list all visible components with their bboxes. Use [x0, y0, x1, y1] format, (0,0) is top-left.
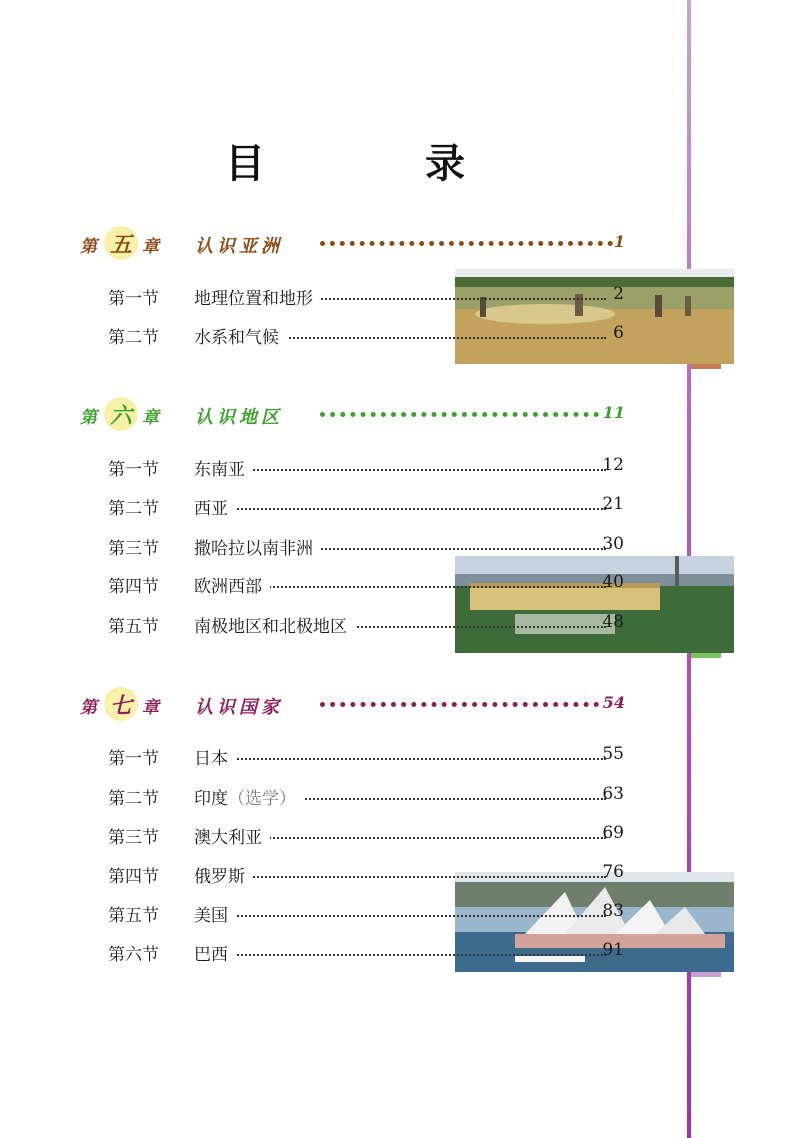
chapter-di: 第: [80, 237, 97, 257]
section-page: 48: [602, 612, 624, 632]
toc-entry[interactable]: [108, 534, 624, 558]
toc-entry[interactable]: [108, 455, 624, 479]
section-number: 第三节: [108, 828, 159, 848]
section-title: 巴西: [194, 940, 236, 965]
chapter-zhang: 章: [142, 237, 159, 257]
sidebar-tick-2: [691, 653, 721, 658]
chapter-number-badge: [104, 226, 138, 260]
chapter-leader-dots: [320, 241, 613, 246]
section-title: [194, 784, 304, 809]
sidebar-tick-3: [691, 972, 721, 977]
chapter-zhang: 章: [142, 698, 159, 718]
chapter-title: 认识地区: [195, 407, 283, 428]
toc-entry[interactable]: [108, 284, 624, 308]
toc-entry[interactable]: [108, 323, 624, 347]
section-number: 第一节: [108, 289, 159, 309]
chapter-di: 第: [80, 408, 97, 428]
section-number: 第五节: [108, 617, 159, 637]
section-page: 76: [602, 862, 624, 882]
chapter-number: 七: [109, 693, 132, 719]
section-page: 55: [602, 744, 624, 764]
section-title: 水系和气候: [194, 323, 287, 348]
sidebar-tick-1: [691, 364, 721, 369]
chapter-page: 1: [613, 232, 625, 251]
section-title: 日本: [194, 744, 236, 769]
section-title: 地理位置和地形: [194, 284, 321, 309]
chapter-number-badge: [104, 687, 138, 721]
section-page: 69: [602, 823, 624, 843]
toc-entry[interactable]: [108, 784, 624, 808]
section-number: 第五节: [108, 906, 159, 926]
chapter-title: 认识亚洲: [195, 236, 283, 257]
section-title: 东南亚: [194, 455, 253, 480]
chapter-number: 五: [109, 232, 132, 258]
leader-dots: [194, 469, 606, 471]
chapter-5-heading[interactable]: [80, 226, 625, 260]
toc-entry[interactable]: [108, 744, 624, 768]
toc-entry[interactable]: [108, 823, 624, 847]
section-number: 第四节: [108, 867, 159, 887]
page-title: 目 录: [225, 141, 525, 187]
section-title: 西亚: [194, 494, 236, 519]
section-page: 2: [613, 284, 624, 304]
section-title: 美国: [194, 901, 236, 926]
section-page: 63: [602, 784, 624, 804]
section-number: 第一节: [108, 460, 159, 480]
section-page: 12: [602, 455, 624, 475]
toc-entry[interactable]: [108, 494, 624, 518]
chapter-leader-dots: [320, 702, 599, 707]
section-number: 第二节: [108, 789, 159, 809]
section-page: 83: [602, 901, 624, 921]
section-number: 第六节: [108, 945, 159, 965]
section-number: 第二节: [108, 328, 159, 348]
section-page: 40: [602, 572, 624, 592]
section-number: 第三节: [108, 539, 159, 559]
leader-dots: [194, 758, 606, 760]
section-number: 第二节: [108, 499, 159, 519]
leader-dots: [194, 915, 606, 917]
leader-dots: [194, 508, 606, 510]
section-page: 21: [602, 494, 624, 514]
leader-dots: [194, 954, 606, 956]
chapter-number-badge: [104, 397, 138, 431]
section-number: 第一节: [108, 749, 159, 769]
section-title: 撒哈拉以南非洲: [194, 534, 321, 559]
chapter-di: 第: [80, 698, 97, 718]
toc-entry[interactable]: [108, 612, 624, 636]
section-title: 澳大利亚: [194, 823, 270, 848]
toc-entry[interactable]: [108, 572, 624, 596]
chapter-page: 54: [602, 693, 625, 712]
toc-entry[interactable]: [108, 901, 624, 925]
photo-palace: [455, 556, 734, 653]
section-title: 俄罗斯: [194, 862, 253, 887]
section-page: 91: [602, 940, 624, 960]
section-page: 6: [613, 323, 624, 343]
toc-entry[interactable]: [108, 940, 624, 964]
leader-dots: [194, 876, 606, 878]
section-page: 30: [602, 534, 624, 554]
chapter-title: 认识国家: [195, 697, 283, 718]
chapter-zhang: 章: [142, 408, 159, 428]
section-title: 南极地区和北极地区: [194, 612, 355, 637]
chapter-7-heading[interactable]: [80, 687, 625, 721]
chapter-number: 六: [109, 403, 132, 429]
optional-note: （选学）: [228, 789, 296, 809]
section-title: 欧洲西部: [194, 572, 270, 597]
chapter-page: 11: [602, 403, 625, 422]
chapter-leader-dots: [320, 412, 599, 417]
section-title-text: 印度: [194, 789, 228, 809]
section-number: 第四节: [108, 577, 159, 597]
chapter-6-heading[interactable]: [80, 397, 625, 431]
toc-entry[interactable]: [108, 862, 624, 886]
